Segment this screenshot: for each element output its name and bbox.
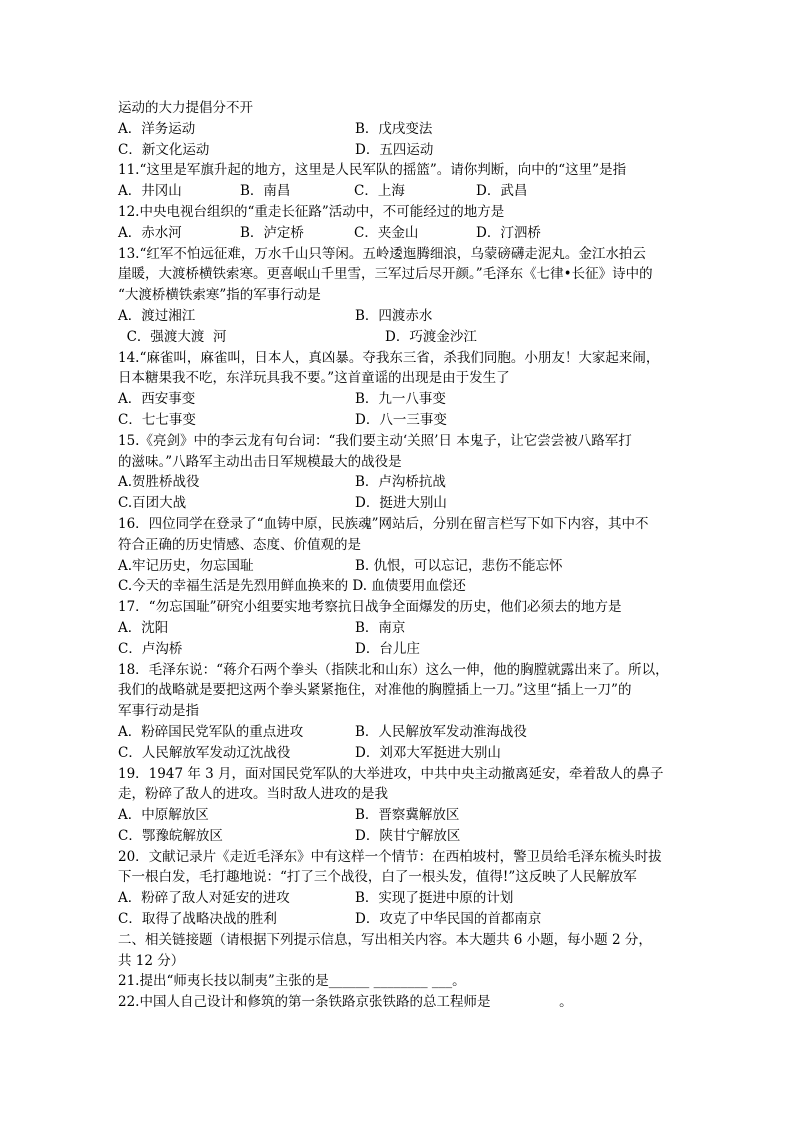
option-a: C．新文化运动 (118, 141, 210, 158)
option-row (118, 805, 678, 826)
option-row (118, 472, 678, 493)
option-row (118, 223, 678, 244)
option-row (118, 306, 678, 327)
text-line: 军事行动是指 (118, 703, 199, 720)
option-b: B．晋察冀解放区 (355, 807, 460, 824)
text-line: 21.提出“师夷长技以制夷”主张的是______ ________ ___。 (118, 973, 466, 990)
text-line: 15.《亮剑》中的李云龙有句台词：“我们要主动‘关照’日 本鬼子，让它尝尝被八路军打 (118, 432, 632, 449)
option-a: A.贺胜桥战役 (118, 474, 200, 491)
option-a: A．沈阳 (118, 619, 169, 636)
text-line: 12.中央电视台组织的“重走长征路”活动中，不可能经过的地方是 (118, 203, 505, 220)
option-row (118, 888, 678, 909)
option-row (118, 556, 678, 577)
option-b: B．四渡赤水 (355, 307, 433, 324)
option-a: C．取得了战略决战的胜利 (118, 911, 277, 928)
text-line: 共 12 分） (118, 952, 185, 969)
option-item: A．井冈山 (118, 183, 182, 200)
text-line: 19．1947 年 3 月，面对国民党军队的大举进攻，中共中央主动撤离延安，牵着敌人的鼻子 (118, 765, 664, 782)
option-b: B．九一八事变 (355, 391, 446, 408)
option-a: C.百团大战 (118, 495, 187, 512)
option-b: B．人民解放军发动淮海战役 (355, 723, 527, 740)
text-line: C.今天的幸福生活是先烈用鲜血换来的 D. 血债要用血偿还 (118, 578, 466, 595)
option-b: D．五四运动 (355, 141, 434, 158)
option-row (118, 119, 678, 140)
option-row (118, 327, 678, 348)
text-line: 的滋味。”八路军主动出击日军规模最大的战役是 (118, 453, 402, 470)
option-a: C．鄂豫皖解放区 (118, 827, 223, 844)
text-line: 运动的大力提倡分不开 (118, 100, 253, 116)
option-row (118, 618, 678, 639)
text-line: “大渡桥横铁索寒”指的军事行动是 (118, 287, 321, 304)
option-row (118, 389, 678, 410)
text-line: 22.中国人自己设计和修筑的第一条铁路京张铁路的总工程师是 。 (118, 994, 573, 1011)
text-line: 二、相关链接题（请根据下列提示信息，写出相关内容。本大题共 6 小题，每小题 2 分， (118, 931, 652, 948)
option-a: A．粉碎国民党军队的重点进攻 (118, 723, 304, 740)
option-b: B．南京 (355, 619, 406, 636)
option-item: C．夹金山 (354, 224, 419, 241)
option-b: B．实现了挺进中原的计划 (355, 890, 514, 907)
option-item: A．赤水河 (118, 224, 182, 241)
text-line: 下一根白发，毛打趣地说：“打了三个战役，白了一根头发，值得!”这反映了人民解放军 (118, 869, 637, 886)
text-line: 我们的战略就是要把这两个拳头紧紧拖住，对准他的胸膛插上一刀。”这里“插上一刀”的 (118, 682, 632, 699)
option-a: A．西安事变 (118, 391, 196, 408)
text-line: 11.“这里是军旗升起的地方，这里是人民军队的摇篮”。请你判断，向中的“这里”是指 (118, 162, 627, 179)
option-a: A．粉碎了敌人对延安的进攻 (118, 890, 290, 907)
text-line: 13.“红军不怕远征难，万水千山只等闲。五岭逶迤腾细浪，乌蒙磅礴走泥丸。金江水拍云 (118, 245, 646, 262)
option-row (118, 181, 678, 202)
option-item: B．南昌 (240, 183, 291, 200)
option-row (118, 140, 678, 161)
option-b: B．戊戌变法 (355, 120, 433, 137)
option-a: A．洋务运动 (118, 120, 196, 137)
text-line: 18．毛泽东说：“蒋介石两个拳头（指陕北和山东）这么一伸，他的胸膛就露出来了。所以， (118, 661, 669, 678)
option-row (118, 743, 678, 764)
option-a: C．七七事变 (118, 411, 196, 428)
option-b: D．陕甘宁解放区 (355, 827, 461, 844)
option-item: C．上海 (354, 183, 405, 200)
option-b: B. 仇恨，可以忘记，悲伤不能忘怀 (355, 557, 563, 574)
option-item: B．泸定桥 (240, 224, 304, 241)
text-line: 符合正确的历史情感、态度、价值观的是 (118, 536, 361, 553)
option-a: C．强渡大渡 河 (118, 328, 227, 345)
option-a: A．渡过湘江 (118, 307, 196, 324)
option-b: D．台儿庄 (355, 640, 420, 657)
option-row (118, 826, 678, 847)
option-b: D．八一三事变 (355, 411, 447, 428)
option-b: D．攻克了中华民国的首都南京 (355, 911, 542, 928)
text-line: 14.“麻雀叫，麻雀叫，日本人，真凶暴。夺我东三省，杀我们同胞。小朋友！大家起来闹， (118, 349, 660, 366)
option-a: C．人民解放军发动辽沈战役 (118, 744, 291, 761)
option-a: C．卢沟桥 (118, 640, 183, 657)
option-row (118, 639, 678, 660)
option-b: D．挺进大别山 (355, 495, 447, 512)
option-row (118, 493, 678, 514)
text-line: 日本糖果我不吃，东洋玩具我不要。”这首童谣的出现是由于发生了 (118, 370, 510, 387)
text-line: 20．文献记录片《走近毛泽东》中有这样一个情节：在西柏坡村，警卫员给毛泽东梳头时拔 (118, 848, 662, 865)
option-item: D．武昌 (476, 183, 528, 200)
option-row (118, 909, 678, 930)
option-a: A.牢记历史，勿忘国耻 (118, 557, 254, 574)
option-a: A．中原解放区 (118, 807, 209, 824)
text-line: 崖暖，大渡桥横铁索寒。更喜岷山千里雪，三军过后尽开颜。”毛泽东《七律•长征》诗中的 (118, 266, 653, 283)
option-row (118, 410, 678, 431)
text-line: 16．四位同学在登录了“血铸中原，民族魂”网站后，分别在留言栏写下如下内容，其中不 (118, 515, 649, 532)
option-item: D．汀泗桥 (476, 224, 541, 241)
option-row (118, 722, 678, 743)
text-line: 走，粉碎了敌人的进攻。当时敌人进攻的是我 (118, 786, 388, 803)
text-line: 17．“勿忘国耻”研究小组要实地考察抗日战争全面爆发的历史，他们必须去的地方是 (118, 599, 622, 616)
option-b: D．巧渡金沙江 (385, 328, 477, 345)
option-b: D．刘邓大军挺进大别山 (355, 744, 501, 761)
exam-content (118, 98, 678, 1013)
option-b: B．卢沟桥抗战 (355, 474, 446, 491)
